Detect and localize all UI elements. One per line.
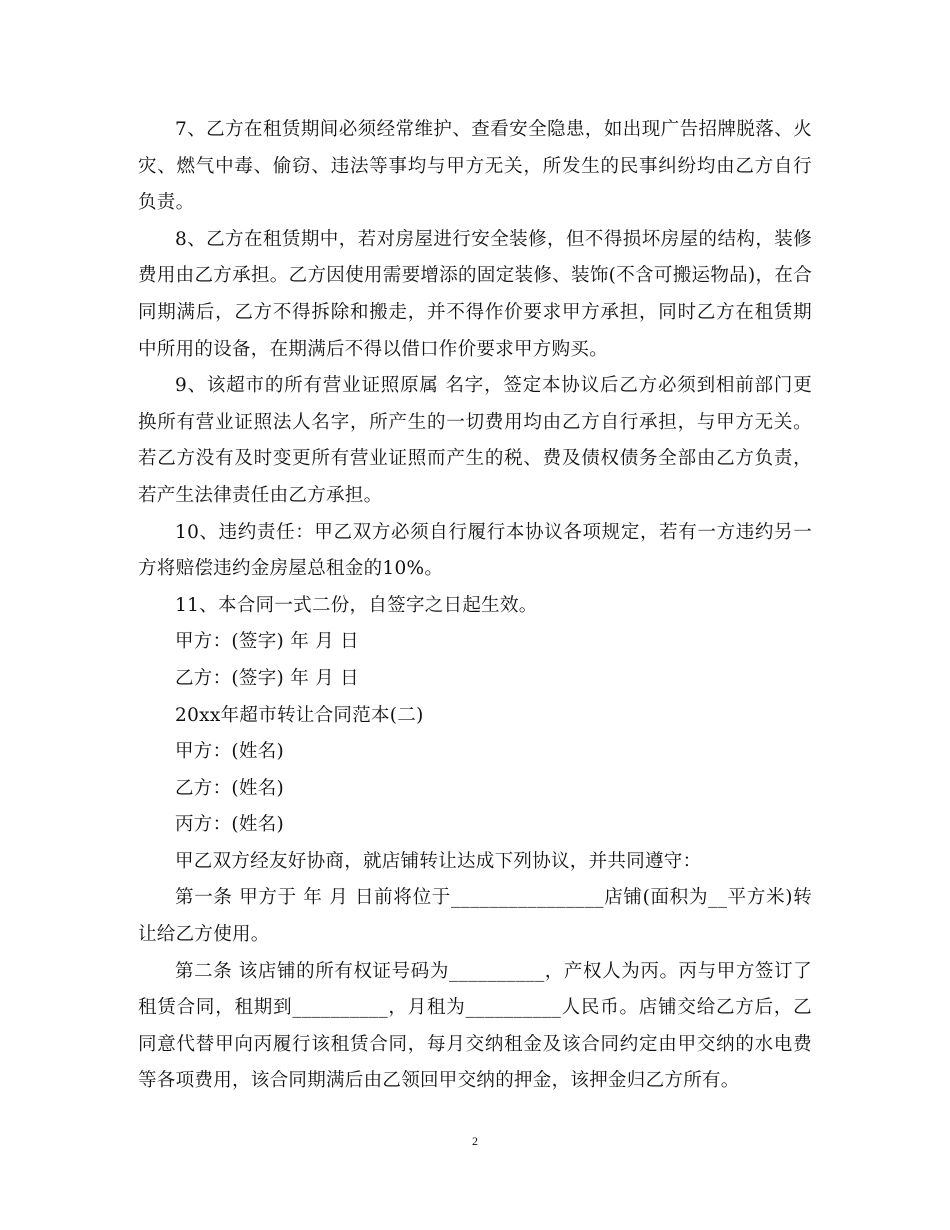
party-c-name: 丙方：(姓名) [175,814,285,836]
party-a-signature: 甲方：(签字) 年 月 日 [175,631,359,653]
party-b-signature: 乙方：(签字) 年 月 日 [175,667,359,689]
article-1: 第一条 甲方于 年 月 日前将位于________________店铺(面积为__平方米)转让给乙方使用。 [138,887,812,946]
page-number: 2 [472,1134,478,1148]
clause-7: 7、乙方在租赁期间必须经常维护、查看安全隐患，如出现广告招牌脱落、火灾、燃气中毒、偷窃、违法等事均与甲方无关，所发生的民事纠纷均由乙方自行负责。 [138,119,812,214]
clause-11: 11、本合同一式二份，自签字之日起生效。 [175,594,538,616]
article-2: 第二条 该店铺的所有权证号码为__________，产权人为丙。丙与甲方签订了租赁合同，租期到__________，月租为__________人民币。店铺交给乙方后，乙同意代替甲向丙履行该租赁合同，每月交纳租金及该合同约定由甲交纳的水电费等各项费用，该合同期满后由乙领回甲交纳的押金，该押金归乙方所有。 [138,960,812,1092]
party-b-name: 乙方：(姓名) [175,777,285,799]
clause-9: 9、该超市的所有营业证照原属 名字，签定本协议后乙方必须到相前部门更换所有营业证照法人名字，所产生的一切费用均由乙方自行承担，与甲方无关。若乙方没有及时变更所有营业证照而产生的税、费及债权债务全部由乙方负责，若产生法律责任由乙方承担。 [138,375,812,506]
clause-10: 10、违约责任：甲乙双方必须自行履行本协议各项规定，若有一方违约另一方将赔偿违约金房屋总租金的10%。 [138,521,812,580]
agreement-intro: 甲乙双方经友好协商，就店铺转让达成下列协议，并共同遵守： [175,850,702,872]
document-body [138,112,812,1100]
party-a-name: 甲方：(姓名) [175,741,285,763]
section-title: 20xx年超市转让合同范本(二) [175,704,424,726]
clause-8: 8、乙方在租赁期中，若对房屋进行安全装修，但不得损坏房屋的结构，装修费用由乙方承担。乙方因使用需要增添的固定装修、装饰(不含可搬运物品)，在合同期满后，乙方不得拆除和搬走，并不得作价要求甲方承担，同时乙方在租赁期中所用的设备，在期满后不得以借口作价要求甲方购买。 [138,228,812,360]
